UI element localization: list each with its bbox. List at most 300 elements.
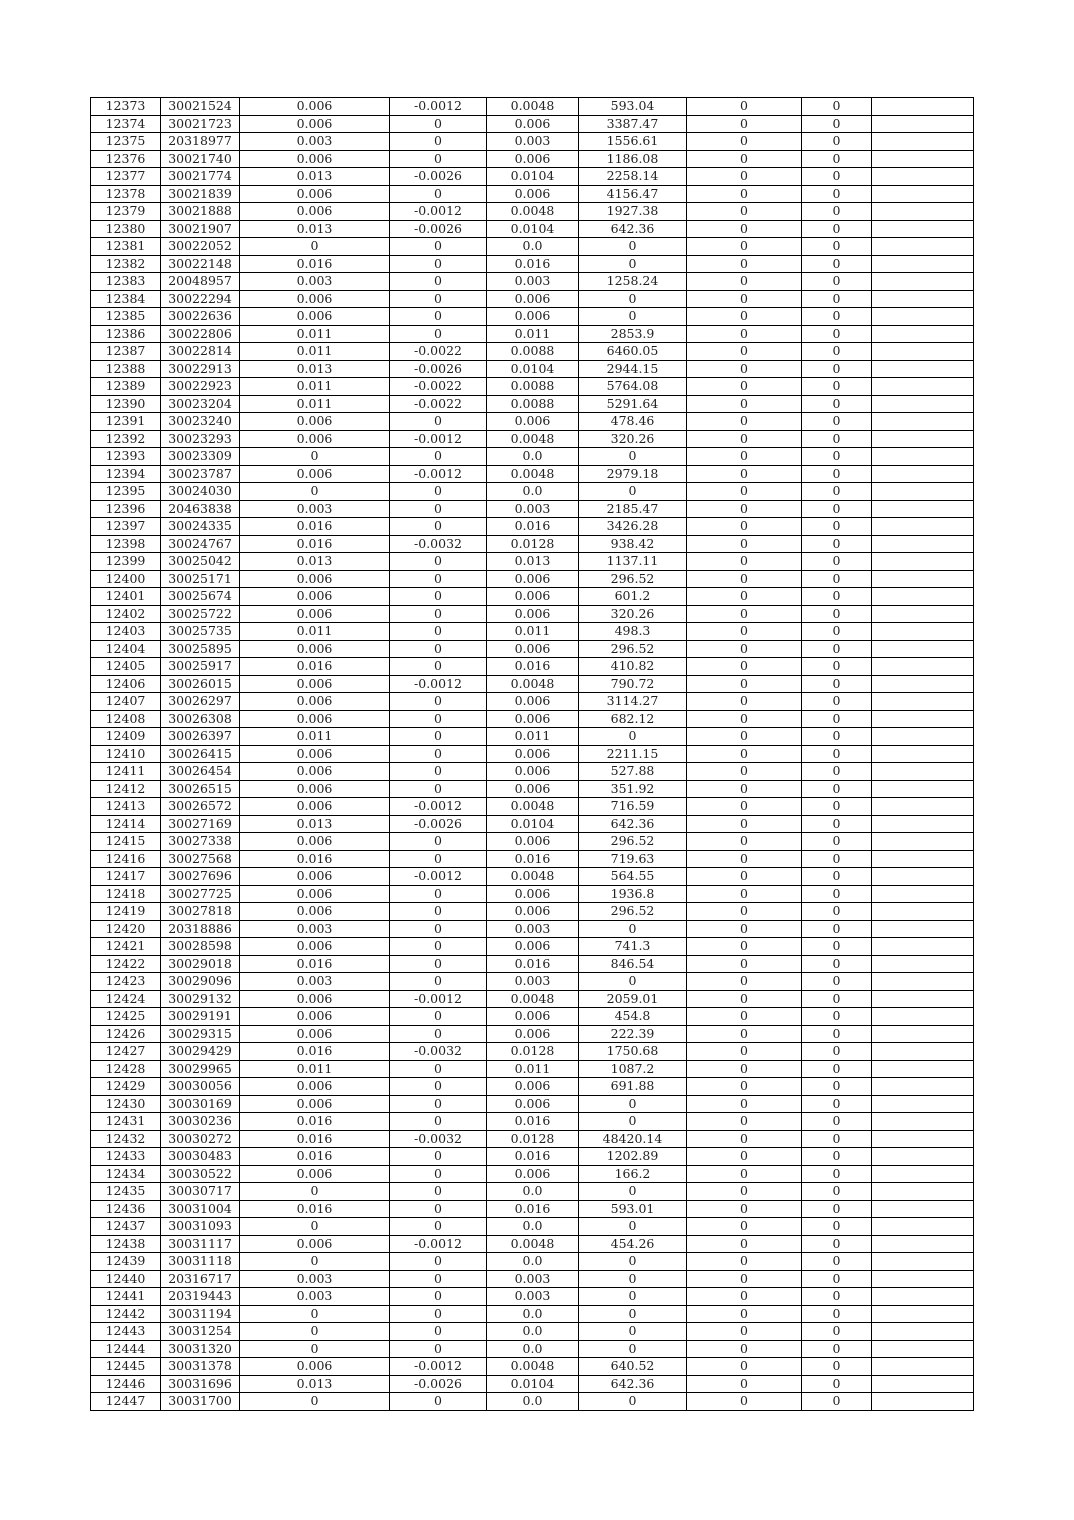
value-a-cell: 0.006 [240,115,390,133]
value-b-cell: 0.0 [487,1218,579,1236]
code-cell: 30027725 [161,885,240,903]
adjustment-cell: -0.0032 [390,535,487,553]
flag-a-cell: 0 [687,885,802,903]
flag-a-cell: 0 [687,1288,802,1306]
table-row [91,483,974,501]
note-cell [872,238,974,256]
note-cell [872,1148,974,1166]
table-row [91,1340,974,1358]
note-cell [872,1253,974,1271]
amount-cell: 1137.11 [579,553,687,571]
table-row [91,570,974,588]
value-b-cell: 0.016 [487,955,579,973]
row-number-cell: 12388 [91,360,161,378]
flag-b-cell: 0 [802,710,872,728]
value-b-cell: 0.0104 [487,168,579,186]
value-a-cell: 0.006 [240,1008,390,1026]
note-cell [872,255,974,273]
flag-b-cell: 0 [802,1165,872,1183]
value-a-cell: 0.006 [240,1025,390,1043]
table-row [91,955,974,973]
flag-a-cell: 0 [687,1375,802,1393]
note-cell [872,98,974,116]
value-a-cell: 0.011 [240,623,390,641]
flag-b-cell: 0 [802,220,872,238]
note-cell [872,518,974,536]
value-b-cell: 0.011 [487,325,579,343]
note-cell [872,623,974,641]
adjustment-cell: 0 [390,273,487,291]
note-cell [872,605,974,623]
row-number-cell: 12383 [91,273,161,291]
value-a-cell: 0.016 [240,535,390,553]
adjustment-cell: -0.0026 [390,1375,487,1393]
code-cell: 30025895 [161,640,240,658]
flag-a-cell: 0 [687,500,802,518]
value-a-cell: 0 [240,483,390,501]
flag-b-cell: 0 [802,938,872,956]
amount-cell: 790.72 [579,675,687,693]
value-b-cell: 0.0048 [487,430,579,448]
table-row [91,1060,974,1078]
value-b-cell: 0.0128 [487,1130,579,1148]
value-b-cell: 0.006 [487,885,579,903]
flag-a-cell: 0 [687,343,802,361]
table-row [91,1165,974,1183]
row-number-cell: 12428 [91,1060,161,1078]
value-b-cell: 0.016 [487,658,579,676]
code-cell: 30031254 [161,1323,240,1341]
flag-b-cell: 0 [802,378,872,396]
value-a-cell: 0.013 [240,220,390,238]
code-cell: 30023240 [161,413,240,431]
amount-cell: 593.01 [579,1200,687,1218]
value-a-cell: 0.006 [240,798,390,816]
adjustment-cell: -0.0012 [390,675,487,693]
note-cell [872,430,974,448]
table-row [91,98,974,116]
adjustment-cell: 0 [390,850,487,868]
amount-cell: 0 [579,1288,687,1306]
code-cell: 30026015 [161,675,240,693]
value-b-cell: 0.016 [487,1148,579,1166]
table-row [91,395,974,413]
code-cell: 30023204 [161,395,240,413]
row-number-cell: 12422 [91,955,161,973]
row-number-cell: 12432 [91,1130,161,1148]
code-cell: 30021839 [161,185,240,203]
flag-b-cell: 0 [802,343,872,361]
value-a-cell: 0.013 [240,168,390,186]
code-cell: 30022923 [161,378,240,396]
flag-a-cell: 0 [687,745,802,763]
value-a-cell: 0.006 [240,693,390,711]
row-number-cell: 12442 [91,1305,161,1323]
table-row [91,850,974,868]
table-row [91,1025,974,1043]
note-cell [872,553,974,571]
table-row [91,920,974,938]
flag-a-cell: 0 [687,1025,802,1043]
adjustment-cell: 0 [390,1340,487,1358]
flag-b-cell: 0 [802,1148,872,1166]
row-number-cell: 12374 [91,115,161,133]
amount-cell: 0 [579,290,687,308]
adjustment-cell: 0 [390,1148,487,1166]
amount-cell: 2979.18 [579,465,687,483]
code-cell: 30031320 [161,1340,240,1358]
flag-a-cell: 0 [687,168,802,186]
amount-cell: 0 [579,1218,687,1236]
flag-b-cell: 0 [802,413,872,431]
amount-cell: 3114.27 [579,693,687,711]
flag-b-cell: 0 [802,623,872,641]
note-cell [872,1200,974,1218]
code-cell: 30022913 [161,360,240,378]
flag-b-cell: 0 [802,1253,872,1271]
value-b-cell: 0.013 [487,553,579,571]
value-b-cell: 0.006 [487,290,579,308]
table-row [91,203,974,221]
row-number-cell: 12398 [91,535,161,553]
flag-b-cell: 0 [802,325,872,343]
row-number-cell: 12443 [91,1323,161,1341]
table-row [91,1375,974,1393]
row-number-cell: 12387 [91,343,161,361]
table-row [91,430,974,448]
table-row [91,1095,974,1113]
code-cell: 30029018 [161,955,240,973]
note-cell [872,308,974,326]
flag-a-cell: 0 [687,395,802,413]
spreadsheet-page [90,97,973,1411]
row-number-cell: 12437 [91,1218,161,1236]
code-cell: 30027568 [161,850,240,868]
code-cell: 30026515 [161,780,240,798]
adjustment-cell: 0 [390,588,487,606]
code-cell: 30024335 [161,518,240,536]
table-row [91,1218,974,1236]
table-row [91,693,974,711]
amount-cell: 0 [579,308,687,326]
note-cell [872,798,974,816]
flag-a-cell: 0 [687,133,802,151]
note-cell [872,728,974,746]
adjustment-cell: 0 [390,115,487,133]
row-number-cell: 12441 [91,1288,161,1306]
row-number-cell: 12393 [91,448,161,466]
flag-b-cell: 0 [802,360,872,378]
code-cell: 30021524 [161,98,240,116]
value-a-cell: 0.003 [240,1270,390,1288]
value-a-cell: 0.006 [240,203,390,221]
adjustment-cell: 0 [390,955,487,973]
adjustment-cell: -0.0012 [390,203,487,221]
row-number-cell: 12389 [91,378,161,396]
amount-cell: 1927.38 [579,203,687,221]
value-b-cell: 0.0128 [487,535,579,553]
table-row [91,658,974,676]
amount-cell: 0 [579,1095,687,1113]
adjustment-cell: -0.0032 [390,1130,487,1148]
note-cell [872,1060,974,1078]
value-a-cell: 0.003 [240,920,390,938]
row-number-cell: 12403 [91,623,161,641]
value-a-cell: 0.006 [240,150,390,168]
value-a-cell: 0 [240,448,390,466]
value-a-cell: 0.013 [240,1375,390,1393]
value-b-cell: 0.006 [487,710,579,728]
value-a-cell: 0.006 [240,745,390,763]
amount-cell: 351.92 [579,780,687,798]
value-b-cell: 0.0 [487,1253,579,1271]
table-row [91,500,974,518]
value-a-cell: 0.006 [240,780,390,798]
flag-b-cell: 0 [802,693,872,711]
flag-a-cell: 0 [687,448,802,466]
amount-cell: 4156.47 [579,185,687,203]
note-cell [872,1165,974,1183]
value-b-cell: 0.0048 [487,98,579,116]
value-b-cell: 0.016 [487,850,579,868]
note-cell [872,938,974,956]
adjustment-cell: 0 [390,518,487,536]
table-row [91,553,974,571]
amount-cell: 0 [579,1183,687,1201]
value-b-cell: 0.0048 [487,465,579,483]
amount-cell: 2059.01 [579,990,687,1008]
value-b-cell: 0.0088 [487,343,579,361]
flag-b-cell: 0 [802,588,872,606]
value-b-cell: 0.016 [487,1113,579,1131]
row-number-cell: 12392 [91,430,161,448]
adjustment-cell: 0 [390,1393,487,1411]
code-cell: 30029132 [161,990,240,1008]
row-number-cell: 12410 [91,745,161,763]
code-cell: 20048957 [161,273,240,291]
value-a-cell: 0.003 [240,973,390,991]
row-number-cell: 12412 [91,780,161,798]
amount-cell: 0 [579,483,687,501]
note-cell [872,588,974,606]
flag-b-cell: 0 [802,1025,872,1043]
row-number-cell: 12376 [91,150,161,168]
value-b-cell: 0.006 [487,413,579,431]
row-number-cell: 12425 [91,1008,161,1026]
code-cell: 30025171 [161,570,240,588]
adjustment-cell: -0.0022 [390,343,487,361]
table-row [91,535,974,553]
code-cell: 20316717 [161,1270,240,1288]
amount-cell: 719.63 [579,850,687,868]
value-a-cell: 0.006 [240,885,390,903]
value-b-cell: 0.003 [487,133,579,151]
value-a-cell: 0.006 [240,290,390,308]
amount-cell: 0 [579,1113,687,1131]
note-cell [872,973,974,991]
flag-a-cell: 0 [687,1253,802,1271]
note-cell [872,833,974,851]
flag-b-cell: 0 [802,290,872,308]
code-cell: 30031194 [161,1305,240,1323]
flag-a-cell: 0 [687,150,802,168]
value-b-cell: 0.006 [487,1095,579,1113]
adjustment-cell: 0 [390,605,487,623]
row-number-cell: 12397 [91,518,161,536]
amount-cell: 1258.24 [579,273,687,291]
table-row [91,308,974,326]
value-b-cell: 0.0104 [487,220,579,238]
value-a-cell: 0.006 [240,1165,390,1183]
flag-b-cell: 0 [802,483,872,501]
value-a-cell: 0.006 [240,605,390,623]
flag-a-cell: 0 [687,850,802,868]
note-cell [872,903,974,921]
row-number-cell: 12386 [91,325,161,343]
value-b-cell: 0.016 [487,255,579,273]
value-a-cell: 0.006 [240,430,390,448]
code-cell: 30031093 [161,1218,240,1236]
value-b-cell: 0.0128 [487,1043,579,1061]
row-number-cell: 12426 [91,1025,161,1043]
flag-a-cell: 0 [687,728,802,746]
value-a-cell: 0.006 [240,1078,390,1096]
flag-b-cell: 0 [802,185,872,203]
code-cell: 30024030 [161,483,240,501]
flag-b-cell: 0 [802,255,872,273]
note-cell [872,1375,974,1393]
note-cell [872,640,974,658]
value-b-cell: 0.0 [487,1393,579,1411]
adjustment-cell: 0 [390,325,487,343]
amount-cell: 5291.64 [579,395,687,413]
row-number-cell: 12408 [91,710,161,728]
value-a-cell: 0 [240,1218,390,1236]
flag-b-cell: 0 [802,448,872,466]
value-a-cell: 0.006 [240,1235,390,1253]
value-b-cell: 0.006 [487,185,579,203]
amount-cell: 642.36 [579,815,687,833]
code-cell: 30022148 [161,255,240,273]
flag-b-cell: 0 [802,1235,872,1253]
code-cell: 30026308 [161,710,240,728]
note-cell [872,1183,974,1201]
value-b-cell: 0.0048 [487,203,579,221]
table-row [91,378,974,396]
flag-a-cell: 0 [687,255,802,273]
flag-a-cell: 0 [687,570,802,588]
note-cell [872,133,974,151]
value-a-cell: 0.006 [240,710,390,728]
flag-a-cell: 0 [687,868,802,886]
table-row [91,185,974,203]
table-row [91,728,974,746]
flag-a-cell: 0 [687,710,802,728]
flag-a-cell: 0 [687,658,802,676]
table-row [91,605,974,623]
row-number-cell: 12418 [91,885,161,903]
value-b-cell: 0.0088 [487,395,579,413]
adjustment-cell: 0 [390,728,487,746]
value-a-cell: 0 [240,1253,390,1271]
code-cell: 30025674 [161,588,240,606]
row-number-cell: 12445 [91,1358,161,1376]
flag-a-cell: 0 [687,1183,802,1201]
flag-a-cell: 0 [687,763,802,781]
code-cell: 30031118 [161,1253,240,1271]
flag-b-cell: 0 [802,115,872,133]
code-cell: 30031696 [161,1375,240,1393]
value-a-cell: 0.006 [240,938,390,956]
value-a-cell: 0.006 [240,833,390,851]
row-number-cell: 12394 [91,465,161,483]
adjustment-cell: 0 [390,448,487,466]
table-row [91,343,974,361]
adjustment-cell: -0.0026 [390,168,487,186]
note-cell [872,693,974,711]
amount-cell: 2853.9 [579,325,687,343]
code-cell: 30029429 [161,1043,240,1061]
table-row [91,1393,974,1411]
value-b-cell: 0.0104 [487,360,579,378]
table-row [91,1008,974,1026]
note-cell [872,1078,974,1096]
amount-cell: 0 [579,1340,687,1358]
row-number-cell: 12395 [91,483,161,501]
row-number-cell: 12427 [91,1043,161,1061]
flag-b-cell: 0 [802,850,872,868]
adjustment-cell: 0 [390,1253,487,1271]
adjustment-cell: 0 [390,780,487,798]
value-a-cell: 0.016 [240,1130,390,1148]
code-cell: 30027696 [161,868,240,886]
flag-a-cell: 0 [687,203,802,221]
flag-b-cell: 0 [802,658,872,676]
code-cell: 30026397 [161,728,240,746]
amount-cell: 2185.47 [579,500,687,518]
note-cell [872,763,974,781]
note-cell [872,150,974,168]
adjustment-cell: 0 [390,745,487,763]
code-cell: 30030522 [161,1165,240,1183]
code-cell: 30029965 [161,1060,240,1078]
flag-b-cell: 0 [802,1393,872,1411]
flag-a-cell: 0 [687,675,802,693]
row-number-cell: 12436 [91,1200,161,1218]
flag-a-cell: 0 [687,780,802,798]
row-number-cell: 12419 [91,903,161,921]
adjustment-cell: -0.0012 [390,1358,487,1376]
value-b-cell: 0.0104 [487,1375,579,1393]
code-cell: 30025917 [161,658,240,676]
value-a-cell: 0 [240,1393,390,1411]
adjustment-cell: -0.0012 [390,1235,487,1253]
table-row [91,1200,974,1218]
amount-cell: 0 [579,728,687,746]
adjustment-cell: -0.0012 [390,430,487,448]
row-number-cell: 12390 [91,395,161,413]
row-number-cell: 12429 [91,1078,161,1096]
note-cell [872,1358,974,1376]
flag-a-cell: 0 [687,798,802,816]
value-a-cell: 0.006 [240,98,390,116]
flag-a-cell: 0 [687,1148,802,1166]
value-a-cell: 0.003 [240,133,390,151]
value-b-cell: 0.006 [487,1025,579,1043]
note-cell [872,500,974,518]
amount-cell: 478.46 [579,413,687,431]
code-cell: 30030169 [161,1095,240,1113]
